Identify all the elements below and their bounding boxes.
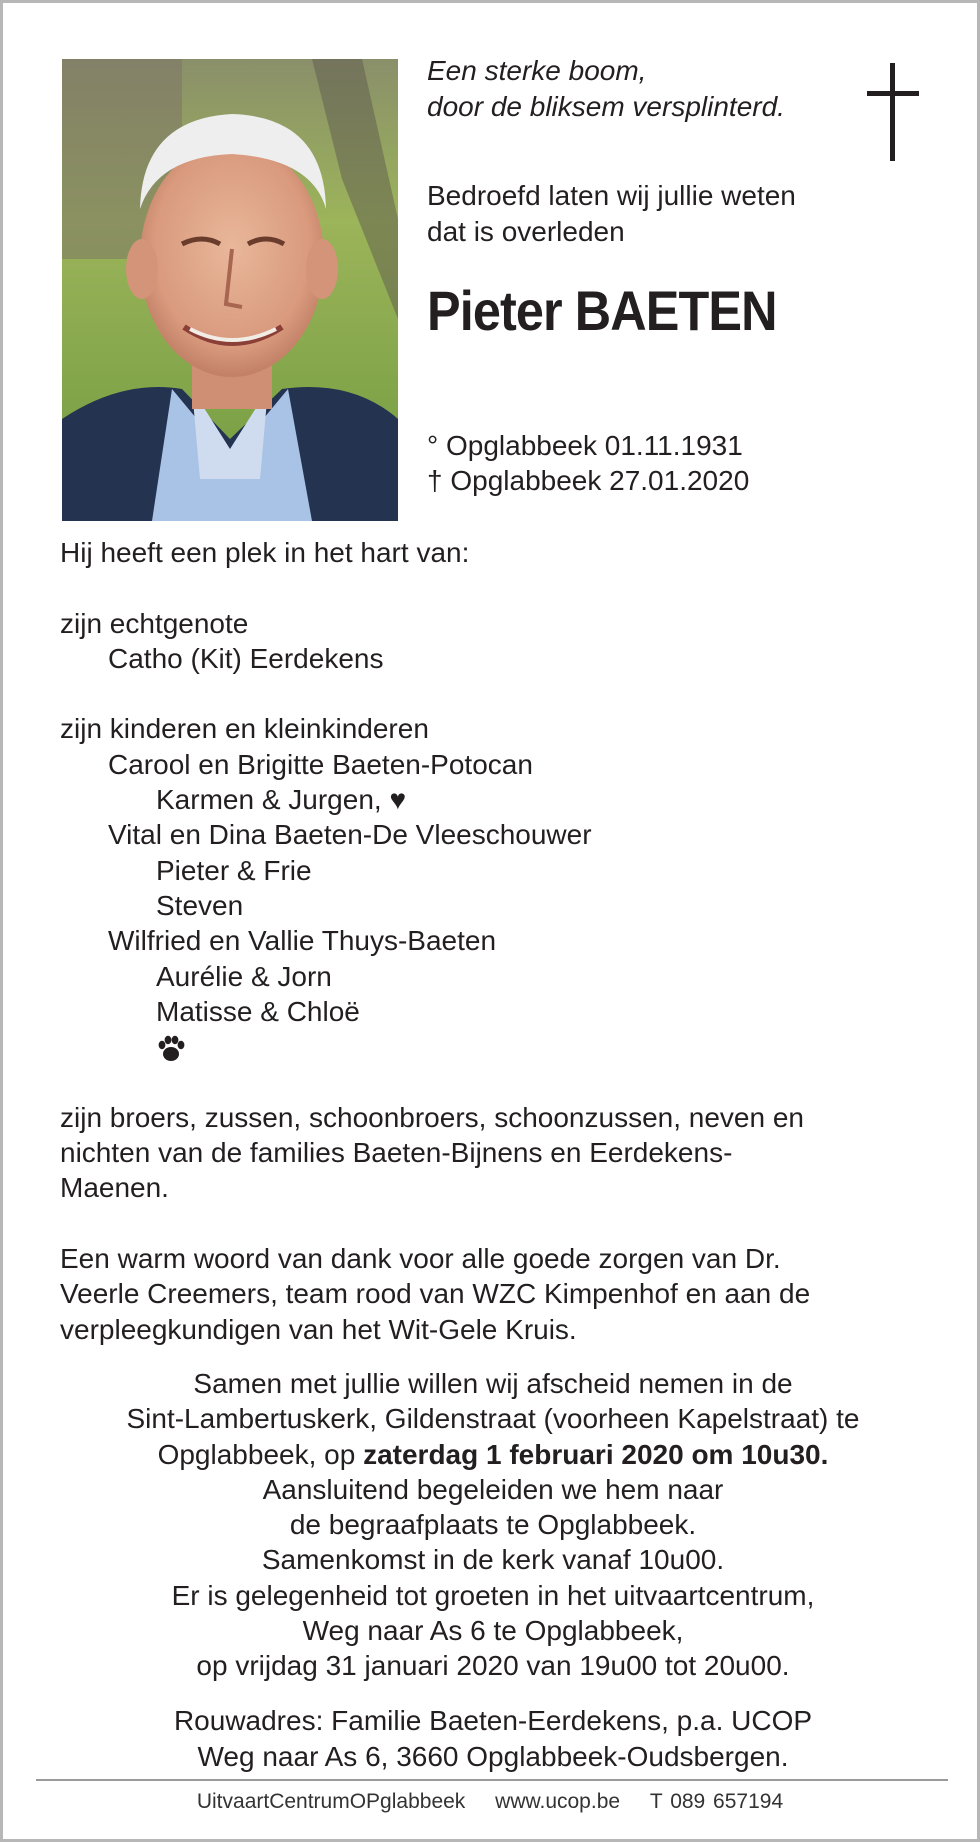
spouse-name: Catho (Kit) Eerdekens bbox=[108, 642, 384, 674]
motto bbox=[427, 53, 785, 125]
announcement-line: dat is overleden bbox=[427, 216, 625, 247]
birth-date: ° Opglabbeek 01.11.1931 bbox=[427, 430, 743, 461]
service-line: Samenkomst in de kerk vanaf 10u00. bbox=[261, 1544, 725, 1576]
service-date: zaterdag 1 februari 2020 om 10u30. bbox=[363, 1438, 829, 1470]
grandchild-name: Aurélie & Jorn bbox=[156, 960, 332, 992]
announcement bbox=[427, 178, 796, 250]
service-line: Aansluitend begeleiden we hem naar bbox=[262, 1473, 724, 1505]
child-name: Carool en Brigitte Baeten-Potocan bbox=[108, 748, 533, 780]
siblings-line: Maenen. bbox=[60, 1172, 169, 1204]
spouse-label: zijn echtgenote bbox=[60, 607, 249, 639]
footer-phone: T 089 657194 bbox=[649, 1790, 784, 1813]
service-line: Sint-Lambertuskerk, Gildenstraat (voorheen Kapelstraat) te bbox=[126, 1403, 860, 1435]
service-line: Er is gelegenheid tot groeten in het uitvaartcentrum, bbox=[171, 1579, 815, 1611]
thanks-line: Een warm woord van dank voor alle goede zorgen van Dr. bbox=[60, 1242, 781, 1274]
service-line bbox=[43, 1437, 943, 1472]
death-date: † Opglabbeek 27.01.2020 bbox=[427, 465, 750, 496]
service-line: de begraafplaats te Opglabbeek. bbox=[289, 1509, 697, 1541]
announcement-line: Bedroefd laten wij jullie weten bbox=[427, 180, 796, 211]
grandchild-name: Pieter & Frie bbox=[156, 854, 312, 886]
grandchild-name: Steven bbox=[156, 889, 244, 921]
thanks-line: verpleegkundigen van het Wit-Gele Kruis. bbox=[60, 1313, 577, 1345]
footer-website-link[interactable]: www.ucop.be bbox=[495, 1790, 621, 1813]
service-line-prefix: Opglabbeek, op bbox=[157, 1438, 364, 1470]
family-intro: Hij heeft een plek in het hart van: bbox=[60, 537, 470, 568]
service-details bbox=[43, 1366, 943, 1684]
motto-line: Een sterke boom, bbox=[427, 55, 647, 86]
grandchild-name: Karmen & Jurgen, ♥ bbox=[156, 784, 407, 816]
child-name: Wilfried en Vallie Thuys-Baeten bbox=[108, 925, 497, 957]
thanks-line: Veerle Creemers, team rood van WZC Kimpenhof en aan de bbox=[60, 1278, 811, 1310]
motto-line: door de bliksem versplinterd. bbox=[427, 91, 785, 122]
deceased-name: Pieter BAETEN bbox=[427, 279, 777, 342]
service-line: Weg naar As 6 te Opglabbeek, bbox=[302, 1615, 684, 1647]
footer-company: UitvaartCentrumOPglabbeek bbox=[196, 1790, 466, 1813]
life-dates bbox=[427, 428, 749, 498]
portrait-photo-icon bbox=[62, 59, 398, 521]
address-line: Rouwadres: Familie Baeten-Eerdekens, p.a. UCOP bbox=[173, 1705, 813, 1736]
mourning-address bbox=[43, 1703, 943, 1775]
children-label: zijn kinderen en kleinkinderen bbox=[60, 713, 429, 745]
service-line: op vrijdag 31 januari 2020 van 19u00 tot 20u00. bbox=[196, 1650, 790, 1682]
footer bbox=[3, 1790, 977, 1814]
family-section bbox=[60, 535, 940, 1347]
paw-print-icon bbox=[60, 1029, 940, 1064]
cross-icon bbox=[863, 63, 923, 163]
grandchild-name: Matisse & Chloë bbox=[156, 995, 360, 1027]
child-name: Vital en Dina Baeten-De Vleeschouwer bbox=[108, 819, 592, 851]
footer-divider bbox=[36, 1779, 948, 1781]
siblings-line: nichten van de families Baeten-Bijnens en Eerdekens- bbox=[60, 1137, 733, 1169]
siblings-line: zijn broers, zussen, schoonbroers, schoonzussen, neven en bbox=[60, 1101, 804, 1133]
service-line: Samen met jullie willen wij afscheid nemen in de bbox=[193, 1368, 793, 1399]
address-line: Weg naar As 6, 3660 Opglabbeek-Oudsbergen. bbox=[197, 1741, 789, 1772]
